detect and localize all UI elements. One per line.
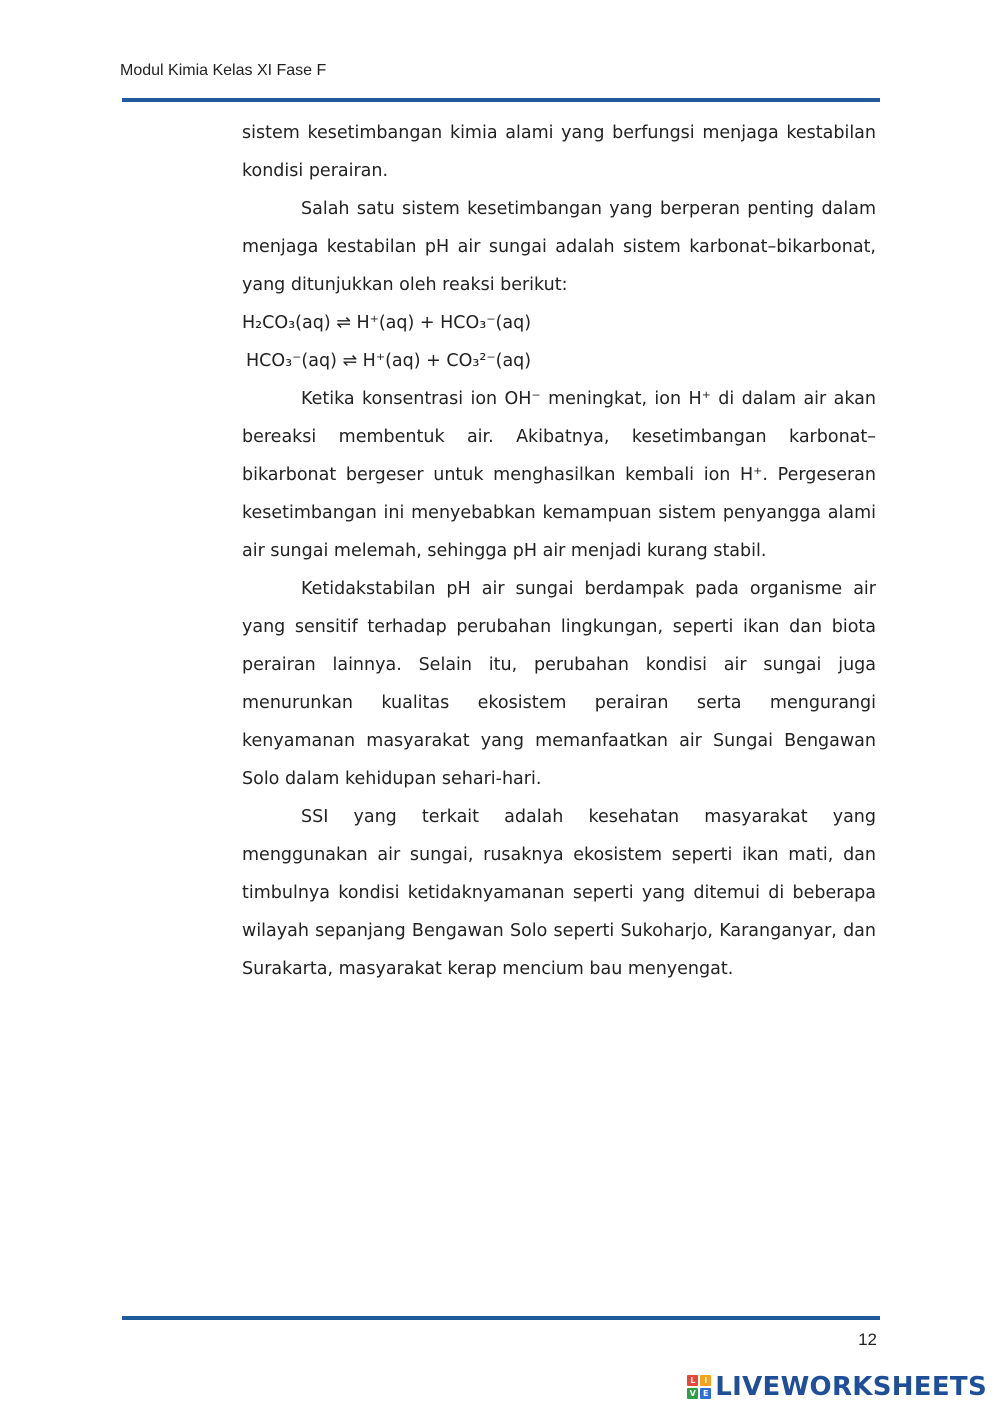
header-divider bbox=[122, 98, 880, 102]
liveworksheets-brand[interactable] bbox=[687, 1370, 987, 1404]
page-number: 12 bbox=[858, 1330, 877, 1349]
document-body bbox=[242, 114, 876, 988]
logo-cell: I bbox=[700, 1375, 711, 1386]
paragraph-3: Ketika konsentrasi ion OH⁻ meningkat, ion H⁺ di dalam air akan bereaksi membentuk air. Akibatnya, kesetimbangan karbonat–bikarbonat bergeser untuk menghasilkan kembali ion H⁺. Pergeseran kesetimbangan ini menyebabkan kemampuan sistem penyangga alami air sungai melemah, sehingga pH air menjadi kurang stabil. bbox=[242, 389, 876, 561]
logo-cell: E bbox=[700, 1388, 711, 1399]
paragraph-5: SSI yang terkait adalah kesehatan masyarakat yang menggunakan air sungai, rusaknya ekosistem seperti ikan mati, dan timbulnya kondisi ketidaknyamanan seperti yang ditemui di beberapa wilayah sepanjang Bengawan Solo seperti Sukoharjo, Karanganyar, dan Surakarta, masyarakat kerap mencium bau menyengat. bbox=[242, 807, 876, 979]
logo-cell: V bbox=[687, 1388, 698, 1399]
brand-name: LIVEWORKSHEETS bbox=[715, 1372, 987, 1402]
logo-cell: L bbox=[687, 1375, 698, 1386]
equation-2: HCO₃⁻(aq) ⇌ H⁺(aq) + CO₃²⁻(aq) bbox=[246, 351, 532, 371]
paragraph-4: Ketidakstabilan pH air sungai berdampak pada organisme air yang sensitif terhadap perubahan lingkungan, seperti ikan dan biota perairan lainnya. Selain itu, perubahan kondisi air sungai juga menurunkan kualitas ekosistem perairan serta mengurangi kenyamanan masyarakat yang memanfaatkan air Sungai Bengawan Solo dalam kehidupan sehari-hari. bbox=[242, 579, 876, 789]
equation-1: H₂CO₃(aq) ⇌ H⁺(aq) + HCO₃⁻(aq) bbox=[242, 313, 532, 333]
paragraph-2: Salah satu sistem kesetimbangan yang berperan penting dalam menjaga kestabilan pH air sungai adalah sistem karbonat–bikarbonat, yang ditunjukkan oleh reaksi berikut: bbox=[242, 199, 876, 295]
header-title: Modul Kimia Kelas XI Fase F bbox=[120, 62, 327, 79]
liveworksheets-logo-icon bbox=[687, 1375, 711, 1399]
footer-divider bbox=[122, 1316, 880, 1320]
paragraph-1: sistem kesetimbangan kimia alami yang berfungsi menjaga kestabilan kondisi perairan. bbox=[242, 123, 876, 181]
